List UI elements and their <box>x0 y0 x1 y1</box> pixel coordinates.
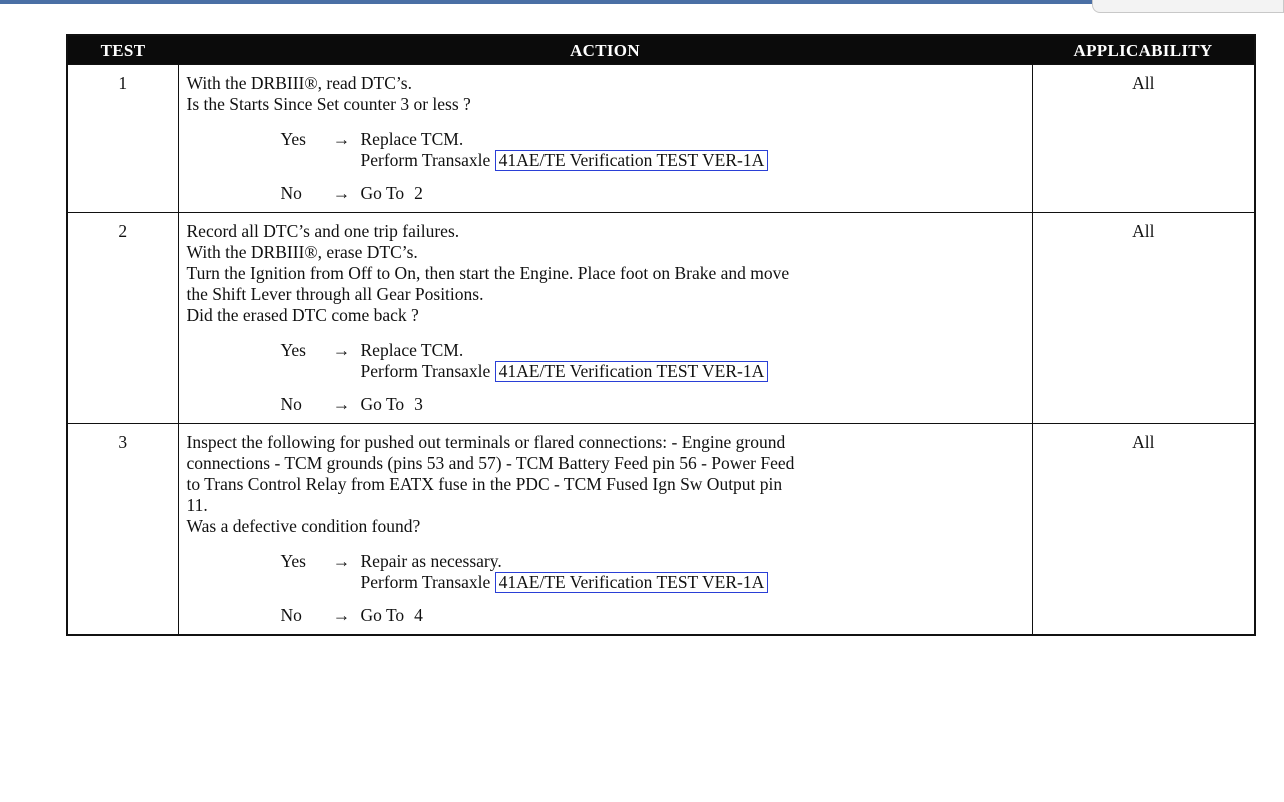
arrow-icon: → <box>332 340 351 360</box>
table-header-row <box>67 35 1255 65</box>
no-label: No <box>280 183 302 203</box>
yes-action: Repair as necessary. <box>360 551 502 571</box>
question-line: 11. <box>186 495 208 515</box>
arrow-icon: → <box>332 129 351 149</box>
verification-test-link[interactable]: 41AE/TE Verification TEST VER-1A <box>495 150 769 171</box>
action-cell <box>178 424 1032 636</box>
question-line: Turn the Ignition from Off to On, then start the Engine. Place foot on Brake and move <box>186 263 790 283</box>
corner-tab <box>1092 0 1284 13</box>
verification-test-link[interactable]: 41AE/TE Verification TEST VER-1A <box>495 361 769 382</box>
no-action: Go To <box>360 183 405 203</box>
test-number: 3 <box>67 424 178 636</box>
test-number: 1 <box>67 65 178 213</box>
header-applicability: APPLICABILITY <box>1032 35 1255 65</box>
applicability-cell: All <box>1032 65 1255 213</box>
no-response <box>281 183 1024 204</box>
yes-response <box>281 129 1024 171</box>
yes-label: Yes <box>280 129 306 149</box>
question-line: Inspect the following for pushed out terminals or flared connections: - Engine ground <box>186 432 786 452</box>
header-test: TEST <box>67 35 178 65</box>
arrow-icon: → <box>332 551 351 571</box>
yes-response <box>281 551 1024 593</box>
action-cell <box>178 213 1032 424</box>
no-response <box>281 394 1024 415</box>
question-line: Is the Starts Since Set counter 3 or less ? <box>186 94 471 114</box>
yes-response <box>281 340 1024 382</box>
arrow-icon: → <box>332 605 351 625</box>
table-row <box>67 65 1255 213</box>
no-label: No <box>280 394 302 414</box>
diagnostic-test-table <box>66 34 1256 636</box>
goto-test-number: 4 <box>414 605 423 625</box>
goto-test-number: 2 <box>414 183 423 203</box>
table-row <box>67 424 1255 636</box>
yes-action: Replace TCM. <box>360 340 464 360</box>
question-line: Record all DTC’s and one trip failures. <box>186 221 460 241</box>
arrow-icon: → <box>332 183 351 203</box>
verification-test-link[interactable]: 41AE/TE Verification TEST VER-1A <box>495 572 769 593</box>
arrow-icon: → <box>332 394 351 414</box>
no-action: Go To <box>360 394 405 414</box>
no-action: Go To <box>360 605 405 625</box>
yes-action: Replace TCM. <box>360 129 464 149</box>
test-number: 2 <box>67 213 178 424</box>
applicability-cell: All <box>1032 424 1255 636</box>
yes-perform-text: Perform Transaxle <box>360 150 491 170</box>
question-line: With the DRBIII®, erase DTC’s. <box>186 242 418 262</box>
yes-label: Yes <box>280 340 306 360</box>
question-line: to Trans Control Relay from EATX fuse in the PDC - TCM Fused Ign Sw Output pin <box>186 474 783 494</box>
question-line: Was a defective condition found? <box>186 516 421 536</box>
question-line: Did the erased DTC come back ? <box>186 305 419 325</box>
goto-test-number: 3 <box>414 394 423 414</box>
yes-perform-text: Perform Transaxle <box>360 361 491 381</box>
yes-label: Yes <box>280 551 306 571</box>
table-row <box>67 213 1255 424</box>
header-action: ACTION <box>178 35 1032 65</box>
action-cell <box>178 65 1032 213</box>
yes-perform-text: Perform Transaxle <box>360 572 491 592</box>
no-response <box>281 605 1024 626</box>
question-line: the Shift Lever through all Gear Positions. <box>186 284 484 304</box>
question-line: With the DRBIII®, read DTC’s. <box>186 73 412 93</box>
question-line: connections - TCM grounds (pins 53 and 57) - TCM Battery Feed pin 56 - Power Feed <box>186 453 795 473</box>
applicability-cell: All <box>1032 213 1255 424</box>
no-label: No <box>280 605 302 625</box>
